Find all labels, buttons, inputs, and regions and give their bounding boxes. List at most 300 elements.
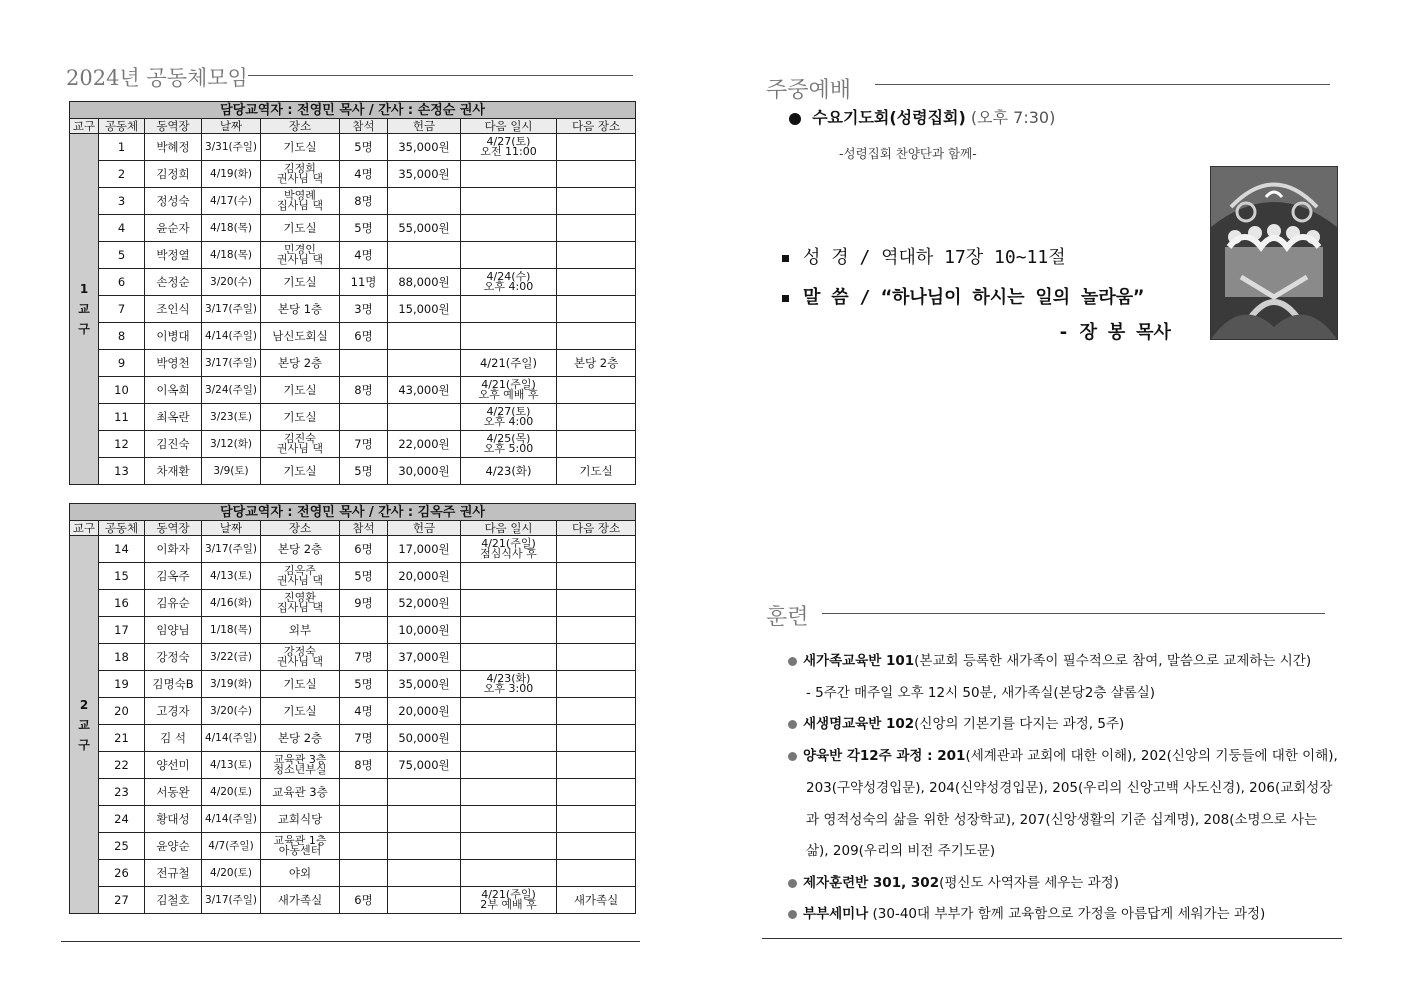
community-number: 20 [99, 698, 145, 725]
attendance: 9명 [340, 590, 388, 617]
next-datetime: 4/27(토) 오전 11:00 [461, 134, 557, 161]
table-row [70, 752, 636, 779]
next-place [557, 644, 636, 671]
table-row [70, 458, 636, 485]
offering [388, 806, 461, 833]
attendance [340, 404, 388, 431]
meeting-date: 3/12(화) [202, 431, 261, 458]
community-number: 2 [99, 161, 145, 188]
attendance: 7명 [340, 644, 388, 671]
attendance [340, 617, 388, 644]
offering: 75,000원 [388, 752, 461, 779]
offering: 55,000원 [388, 215, 461, 242]
community-number: 6 [99, 269, 145, 296]
attendance [340, 806, 388, 833]
meeting-place: 기도실 [261, 377, 340, 404]
next-datetime [461, 806, 557, 833]
community-number: 13 [99, 458, 145, 485]
leader-name: 황대성 [145, 806, 202, 833]
table-row [70, 644, 636, 671]
table-row [70, 536, 636, 563]
training-section-title: 훈련 [766, 605, 809, 630]
community-number: 8 [99, 323, 145, 350]
offering: 35,000원 [388, 161, 461, 188]
next-place [557, 563, 636, 590]
leader-name: 이옥희 [145, 377, 202, 404]
wednesday-service-time: (오후 7:30) [970, 108, 1056, 127]
meeting-date: 3/17(주일) [202, 350, 261, 377]
gyogu-label-char: 2 [79, 697, 89, 712]
attendance: 7명 [340, 725, 388, 752]
community-number: 24 [99, 806, 145, 833]
offering: 35,000원 [388, 671, 461, 698]
column-header: 공동체 [99, 119, 145, 134]
attendance: 8명 [340, 752, 388, 779]
next-datetime: 4/21(주일) 오후 예배 후 [461, 377, 557, 404]
group-header-row [70, 504, 636, 521]
table-row [70, 431, 636, 458]
table-row [70, 671, 636, 698]
table-row [70, 833, 636, 860]
worship-title-rule [875, 84, 1330, 85]
offering [388, 404, 461, 431]
attendance: 11명 [340, 269, 388, 296]
attendance: 3명 [340, 296, 388, 323]
column-header: 헌금 [388, 119, 461, 134]
meeting-date: 4/17(수) [202, 188, 261, 215]
leader-name: 박혜정 [145, 134, 202, 161]
community-number: 14 [99, 536, 145, 563]
meeting-place: 본당 2층 [261, 536, 340, 563]
offering [388, 242, 461, 269]
meeting-date: 3/23(토) [202, 404, 261, 431]
next-datetime [461, 644, 557, 671]
leader-name: 임양님 [145, 617, 202, 644]
table-row [70, 806, 636, 833]
column-header: 다음 일시 [461, 119, 557, 134]
training-item-text: 삶), 209(우리의 비전 주기도문) [806, 843, 996, 859]
column-header: 다음 일시 [461, 521, 557, 536]
gray-dot-icon [788, 720, 797, 729]
community-number: 19 [99, 671, 145, 698]
next-place [557, 698, 636, 725]
meeting-place: 기도실 [261, 671, 340, 698]
next-datetime [461, 860, 557, 887]
meeting-date: 3/20(수) [202, 698, 261, 725]
meeting-place: 새가족실 [261, 887, 340, 914]
table-row [70, 860, 636, 887]
next-place [557, 188, 636, 215]
next-place [557, 725, 636, 752]
training-item-title: 부부세미나 [803, 906, 869, 922]
meeting-place: 박영례 집사님 댁 [261, 188, 340, 215]
community-number: 7 [99, 296, 145, 323]
attendance: 6명 [340, 887, 388, 914]
table-row [70, 215, 636, 242]
community-number: 11 [99, 404, 145, 431]
next-place [557, 296, 636, 323]
offering: 52,000원 [388, 590, 461, 617]
next-place [557, 617, 636, 644]
column-header: 동역장 [145, 521, 202, 536]
leader-name: 차재환 [145, 458, 202, 485]
next-place [557, 377, 636, 404]
next-datetime: 4/25(목) 오후 5:00 [461, 431, 557, 458]
training-item-text: (본교회 등록한 새가족이 필수적으로 참여, 말씀으로 교제하는 시간) [914, 653, 1312, 669]
training-item [788, 649, 1311, 669]
meeting-place: 진영환 집사님 댁 [261, 590, 340, 617]
next-datetime [461, 323, 557, 350]
group-header-row [70, 102, 636, 119]
training-item-title: 새가족교육반 101 [803, 653, 915, 669]
column-header: 동역장 [145, 119, 202, 134]
next-place: 새가족실 [557, 887, 636, 914]
next-datetime [461, 779, 557, 806]
meeting-date: 4/18(목) [202, 215, 261, 242]
leader-name: 전규철 [145, 860, 202, 887]
community-number: 10 [99, 377, 145, 404]
attendance: 6명 [340, 536, 388, 563]
offering: 37,000원 [388, 644, 461, 671]
next-place [557, 134, 636, 161]
community-number: 18 [99, 644, 145, 671]
table-row [70, 779, 636, 806]
leader-name: 이병대 [145, 323, 202, 350]
gray-dot-icon [788, 657, 797, 666]
attendance [340, 860, 388, 887]
meeting-place: 김옥주 권사님 댁 [261, 563, 340, 590]
training-item-text: (신앙의 기본기를 다지는 과정, 5주) [914, 716, 1125, 732]
meeting-place: 김진숙 권사님 댁 [261, 431, 340, 458]
leader-name: 정성숙 [145, 188, 202, 215]
table-row [70, 590, 636, 617]
meeting-date: 4/20(토) [202, 860, 261, 887]
training-item-text: (세계관과 교회에 대한 이해), 202(신앙의 기둥들에 대한 이해), [965, 748, 1338, 764]
scripture-line [782, 243, 1066, 269]
leader-name: 윤양순 [145, 833, 202, 860]
table-row [70, 617, 636, 644]
leader-name: 김정희 [145, 161, 202, 188]
next-datetime: 4/23(화) [461, 458, 557, 485]
next-place [557, 536, 636, 563]
meeting-place: 강정숙 권사님 댁 [261, 644, 340, 671]
next-datetime: 4/21(주일) 2부 예배 후 [461, 887, 557, 914]
training-item-title: 양육반 각12주 과정 : 201 [803, 748, 966, 764]
offering: 20,000원 [388, 563, 461, 590]
training-item-text: - 5주간 매주일 오후 12시 50분, 새가족실(본당2층 샬롬실) [806, 685, 1156, 701]
community-number: 22 [99, 752, 145, 779]
group2-table [69, 503, 636, 914]
leader-name: 김철호 [145, 887, 202, 914]
meeting-place: 기도실 [261, 458, 340, 485]
meeting-place: 외부 [261, 617, 340, 644]
meeting-place: 기도실 [261, 215, 340, 242]
attendance [340, 779, 388, 806]
group-leader-header: 담당교역자 : 전영민 목사 / 간사 : 손정순 권사 [70, 102, 636, 119]
meeting-place: 김정희 권사님 댁 [261, 161, 340, 188]
leader-name: 이화자 [145, 536, 202, 563]
attendance: 5명 [340, 563, 388, 590]
meeting-date: 4/19(화) [202, 161, 261, 188]
leader-name: 양선미 [145, 752, 202, 779]
table-row [70, 377, 636, 404]
preacher-line: - 장 봉 목사 [1058, 322, 1171, 343]
meeting-date: 3/17(주일) [202, 296, 261, 323]
table-row [70, 404, 636, 431]
training-item-text: (30-40대 부부가 함께 교육함으로 가정을 아름답게 세워가는 과정) [868, 906, 1266, 922]
community-number: 9 [99, 350, 145, 377]
next-place: 기도실 [557, 458, 636, 485]
gyogu-label-char: 교 [78, 717, 90, 732]
next-place [557, 161, 636, 188]
training-item [806, 839, 995, 859]
meeting-date: 4/16(화) [202, 590, 261, 617]
table-row [70, 725, 636, 752]
next-place [557, 806, 636, 833]
next-datetime: 4/23(화) 오후 3:00 [461, 671, 557, 698]
wednesday-service-line [789, 105, 1055, 128]
column-header: 날짜 [202, 521, 261, 536]
training-item [806, 808, 1317, 828]
next-place [557, 671, 636, 698]
offering: 35,000원 [388, 134, 461, 161]
training-item [806, 681, 1155, 701]
group1-table [69, 101, 636, 485]
meeting-date: 3/9(토) [202, 458, 261, 485]
leader-name: 김진숙 [145, 431, 202, 458]
attendance [340, 833, 388, 860]
table-row [70, 269, 636, 296]
next-place [557, 404, 636, 431]
offering: 88,000원 [388, 269, 461, 296]
meeting-place: 교육관 3층 청소년부실 [261, 752, 340, 779]
column-header: 헌금 [388, 521, 461, 536]
meeting-date: 3/24(주일) [202, 377, 261, 404]
column-header: 참석 [340, 521, 388, 536]
offering: 20,000원 [388, 698, 461, 725]
next-place [557, 590, 636, 617]
community-number: 21 [99, 725, 145, 752]
training-item-title: 새생명교육반 102 [803, 716, 915, 732]
attendance: 8명 [340, 377, 388, 404]
next-datetime [461, 563, 557, 590]
leader-name: 김명숙B [145, 671, 202, 698]
wednesday-service-note: -성령집회 찬양단과 함께- [839, 146, 977, 161]
meeting-date: 3/22(금) [202, 644, 261, 671]
table-row [70, 134, 636, 161]
leader-name: 조인식 [145, 296, 202, 323]
meeting-date: 3/17(주일) [202, 887, 261, 914]
training-item [788, 902, 1265, 922]
leader-name: 박영천 [145, 350, 202, 377]
community-number: 16 [99, 590, 145, 617]
left-page-bottom-rule [61, 941, 640, 942]
sermon-line [782, 283, 1144, 309]
meeting-date: 3/20(수) [202, 269, 261, 296]
offering: 15,000원 [388, 296, 461, 323]
next-place [557, 860, 636, 887]
next-datetime: 4/21(주일) [461, 350, 557, 377]
attendance: 5명 [340, 134, 388, 161]
meeting-date: 4/7(주일) [202, 833, 261, 860]
community-number: 17 [99, 617, 145, 644]
community-number: 27 [99, 887, 145, 914]
offering [388, 779, 461, 806]
column-header: 교구 [70, 119, 99, 134]
next-datetime [461, 242, 557, 269]
meeting-place: 기도실 [261, 404, 340, 431]
gyogu-label-char: 구 [78, 322, 90, 336]
training-item [788, 712, 1124, 732]
training-item [806, 776, 1332, 796]
table-row [70, 563, 636, 590]
attendance: 5명 [340, 215, 388, 242]
offering: 17,000원 [388, 536, 461, 563]
gyogu-cell [70, 536, 99, 914]
meeting-date: 4/14(주일) [202, 323, 261, 350]
offering [388, 188, 461, 215]
wednesday-service-name: 수요기도회(성령집회) [812, 108, 966, 127]
table-row [70, 887, 636, 914]
next-datetime: 4/21(주일) 점심식사 후 [461, 536, 557, 563]
community-number: 12 [99, 431, 145, 458]
next-datetime [461, 698, 557, 725]
table-row [70, 188, 636, 215]
attendance [340, 350, 388, 377]
meeting-date: 1/18(목) [202, 617, 261, 644]
offering: 22,000원 [388, 431, 461, 458]
next-datetime [461, 590, 557, 617]
next-place [557, 833, 636, 860]
leader-name: 손정순 [145, 269, 202, 296]
offering [388, 350, 461, 377]
attendance: 4명 [340, 242, 388, 269]
leader-name: 윤순자 [145, 215, 202, 242]
leader-name: 김유순 [145, 590, 202, 617]
meeting-date: 4/14(주일) [202, 806, 261, 833]
leader-name: 고경자 [145, 698, 202, 725]
meeting-place: 교회식당 [261, 806, 340, 833]
group-leader-header: 담당교역자 : 전영민 목사 / 간사 : 김옥주 권사 [70, 504, 636, 521]
next-datetime [461, 296, 557, 323]
gray-dot-icon [788, 910, 797, 919]
community-number: 4 [99, 215, 145, 242]
leader-name: 최옥란 [145, 404, 202, 431]
gray-dot-icon [788, 879, 797, 888]
meeting-place: 민경인 권사님 댁 [261, 242, 340, 269]
gray-dot-icon [788, 752, 797, 761]
attendance: 4명 [340, 698, 388, 725]
next-place: 본당 2층 [557, 350, 636, 377]
meeting-date: 4/13(토) [202, 752, 261, 779]
sermon-text: 말 씀 / “하나님이 하시는 일의 놀라움” [803, 287, 1144, 308]
scripture-text: 성 경 / 역대하 17장 10~11절 [803, 247, 1066, 268]
black-dot-icon [789, 113, 801, 125]
next-datetime [461, 725, 557, 752]
community-number: 26 [99, 860, 145, 887]
offering: 30,000원 [388, 458, 461, 485]
gyogu-label-char: 1 [79, 282, 89, 296]
next-place [557, 242, 636, 269]
next-datetime [461, 215, 557, 242]
next-datetime [461, 752, 557, 779]
left-page-title: 2024년 공동체모임 [66, 66, 248, 90]
column-header-row [70, 119, 636, 134]
next-datetime: 4/27(토) 오후 4:00 [461, 404, 557, 431]
meeting-place: 기도실 [261, 698, 340, 725]
table-row [70, 296, 636, 323]
training-item-text: (평신도 사역자를 세우는 과정) [939, 875, 1119, 891]
leader-name: 김 석 [145, 725, 202, 752]
column-header: 날짜 [202, 119, 261, 134]
left-title-rule [248, 75, 633, 76]
table-row [70, 323, 636, 350]
leader-name: 김옥주 [145, 563, 202, 590]
next-place [557, 323, 636, 350]
offering: 10,000원 [388, 617, 461, 644]
offering: 43,000원 [388, 377, 461, 404]
training-item [788, 871, 1119, 891]
column-header: 교구 [70, 521, 99, 536]
gyogu-cell [70, 134, 99, 485]
training-item-title: 제자훈련반 301, 302 [803, 875, 940, 891]
next-datetime: 4/24(수) 오후 4:00 [461, 269, 557, 296]
meeting-place: 본당 2층 [261, 725, 340, 752]
meeting-place: 야외 [261, 860, 340, 887]
meeting-date: 4/20(토) [202, 779, 261, 806]
attendance: 4명 [340, 161, 388, 188]
next-place [557, 779, 636, 806]
community-number: 25 [99, 833, 145, 860]
next-place [557, 215, 636, 242]
meeting-place: 교육관 3층 [261, 779, 340, 806]
attendance: 6명 [340, 323, 388, 350]
attendance: 7명 [340, 431, 388, 458]
meeting-date: 3/31(주일) [202, 134, 261, 161]
community-number: 23 [99, 779, 145, 806]
training-item [788, 744, 1338, 764]
next-place [557, 752, 636, 779]
next-datetime [461, 188, 557, 215]
column-header: 다음 장소 [557, 119, 636, 134]
next-datetime [461, 617, 557, 644]
column-header: 공동체 [99, 521, 145, 536]
training-item-text: 과 영적성숙의 삶을 위한 성장학교), 207(신앙생활의 기준 십계명), 208(소명으로 사는 [806, 812, 1318, 828]
column-header: 다음 장소 [557, 521, 636, 536]
column-header-row [70, 521, 636, 536]
column-header: 장소 [261, 521, 340, 536]
leader-name: 박정열 [145, 242, 202, 269]
square-bullet-icon [782, 295, 789, 302]
meeting-place: 기도실 [261, 269, 340, 296]
meeting-place: 본당 1층 [261, 296, 340, 323]
meeting-date: 4/13(토) [202, 563, 261, 590]
table-row [70, 698, 636, 725]
training-item-text: 203(구약성경입문), 204(신약성경입문), 205(우리의 신앙고백 사도신경), 206(교회성장 [806, 780, 1333, 796]
meeting-place: 기도실 [261, 134, 340, 161]
meeting-date: 4/18(목) [202, 242, 261, 269]
next-place [557, 431, 636, 458]
meeting-date: 3/19(화) [202, 671, 261, 698]
table-row [70, 350, 636, 377]
community-number: 1 [99, 134, 145, 161]
meeting-place: 교육관 1층 아동센터 [261, 833, 340, 860]
attendance: 8명 [340, 188, 388, 215]
next-datetime [461, 833, 557, 860]
worship-illustration [1210, 166, 1338, 340]
attendance: 5명 [340, 458, 388, 485]
square-bullet-icon [782, 255, 789, 262]
